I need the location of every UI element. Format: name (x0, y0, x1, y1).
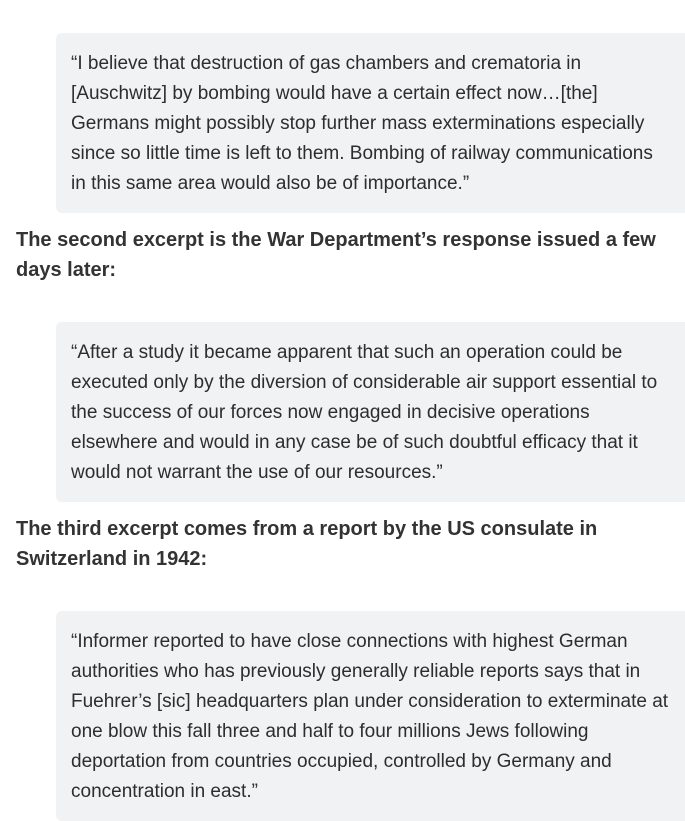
quote-text: “I believe that destruction of gas chambers and crematoria in [Auschwitz] by bombing would have a certain effect now…[the] Germans might possibly stop further mass exterminations especially since so little time is left to them. Bombing of railway communications in this same area would also be of importance.” (71, 53, 653, 194)
blockquote-first-excerpt (56, 33, 685, 213)
quote-text: “Informer reported to have close connections with highest German authorities who has previously generally reliable reports says that in Fuehrer’s [sic] headquarters plan under consideration to exterminate at one blow this fall three and half to four millions Jews following deportation from countries occupied, controlled by Germany and concentration in east.” (71, 631, 669, 802)
blockquote-third-excerpt (56, 611, 685, 821)
blockquote-second-excerpt (56, 322, 685, 502)
heading-third-excerpt: The third excerpt comes from a report by the US consulate in Switzerland in 1942: (16, 518, 598, 570)
quote-text: “After a study it became apparent that such an operation could be executed only by the diversion of considerable air support essential to the success of our forces now engaged in decisive operations elsewhere and would in any case be of such doubtful efficacy that it would not warrant the use of our resources.” (71, 342, 658, 483)
heading-second-excerpt: The second excerpt is the War Department’s response issued a few days later: (16, 229, 656, 281)
